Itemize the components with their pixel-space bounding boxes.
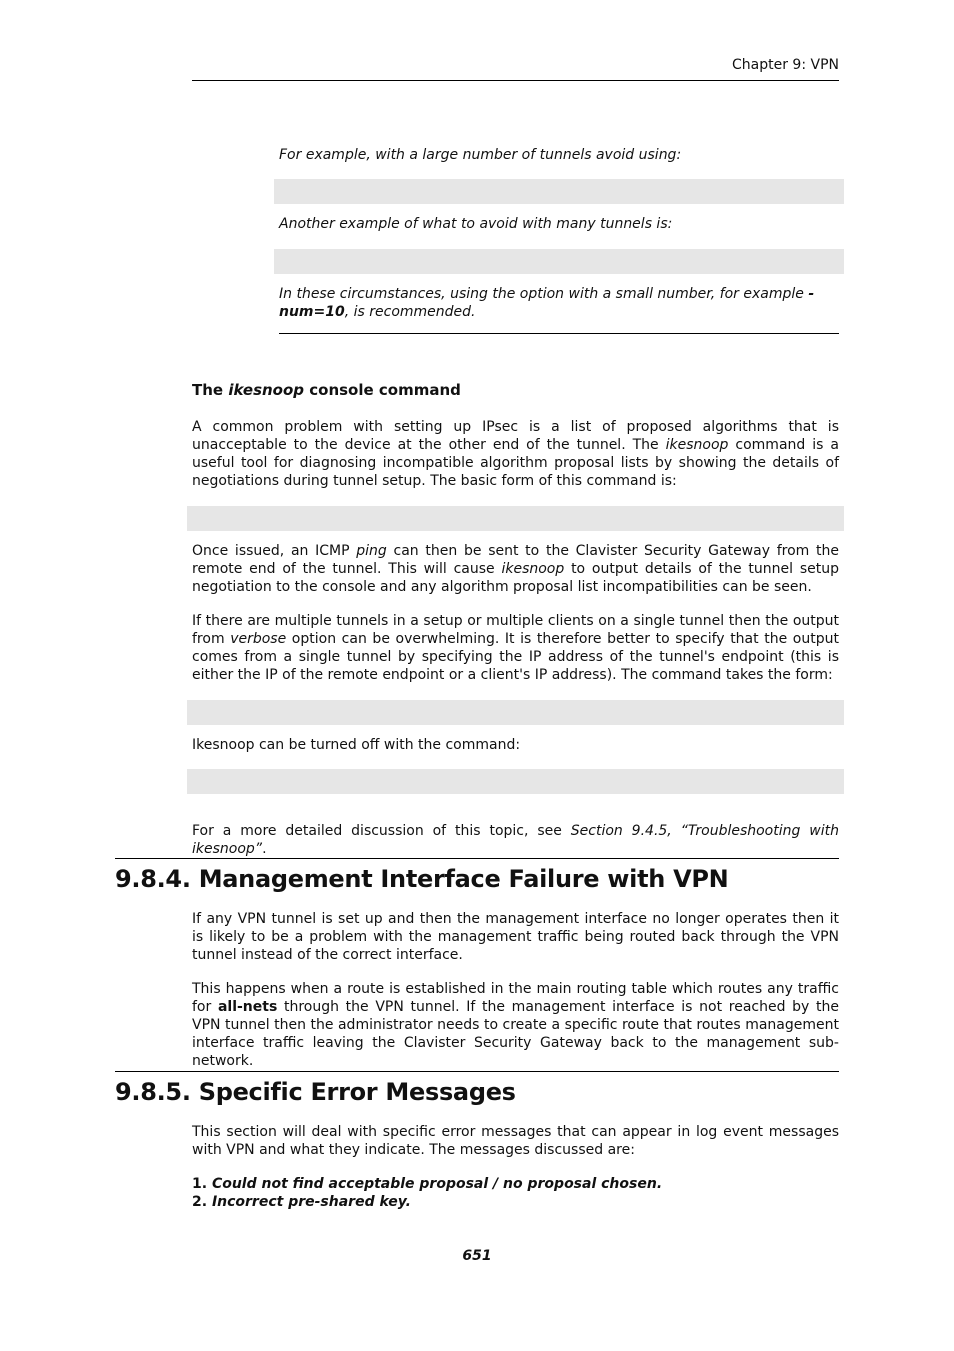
page-number: 651	[462, 1248, 492, 1264]
heading-text-end: console command	[304, 381, 461, 399]
section-heading-9-8-4: 9.8.4. Management Interface Failure with VPN	[115, 865, 729, 893]
header-rule	[192, 80, 839, 81]
note-rec-text: In these circumstances, using the option with a small number, for example	[279, 286, 809, 302]
paragraph-emphasis: ikesnoop	[501, 561, 565, 577]
section-rule	[115, 858, 839, 859]
list-number: 1.	[192, 1176, 212, 1192]
ikesnoop-paragraph-2	[192, 542, 839, 596]
paragraph-strong: all-nets	[217, 999, 278, 1015]
note-rule	[279, 333, 839, 334]
section-rule	[115, 1071, 839, 1072]
list-number: 2.	[192, 1194, 212, 1210]
note-rec-option: -num=10	[279, 286, 815, 320]
paragraph-text: .	[262, 841, 267, 857]
note-example-1: For example, with a large number of tunnels avoid using:	[279, 147, 682, 163]
paragraph-emphasis: ping	[356, 543, 387, 559]
section-heading-9-8-5: 9.8.5. Specific Error Messages	[115, 1078, 516, 1106]
ikesnoop-paragraph-4: Ikesnoop can be turned off with the command:	[192, 737, 521, 753]
ikesnoop-paragraph-3	[192, 612, 839, 684]
paragraph-text: through the VPN tunnel. If the management interface is not reached by the VPN tunnel then the administrator needs to create a specific route that routes management interface traffic leaving the Clavister Security Gateway back to the management sub-network.	[192, 999, 840, 1069]
ikesnoop-paragraph-5	[192, 822, 839, 858]
code-block	[274, 249, 844, 274]
paragraph-text: can then be sent to the Clavister Security Gateway from the remote end of the tunnel. This will cause	[192, 543, 839, 577]
note-example-2: Another example of what to avoid with many tunnels is:	[279, 216, 673, 232]
ikesnoop-paragraph-1	[192, 418, 839, 490]
cross-reference-link[interactable]: Section 9.4.5, “Troubleshooting with ikesnoop”	[192, 823, 839, 857]
code-block	[187, 700, 844, 725]
paragraph-text: option can be overwhelming. It is therefore better to specify that the output comes from a single tunnel by specifying the IP address of the tunnel's endpoint (this is either the IP of the remote endpoint or a client's IP address). The command takes the form:	[192, 631, 839, 683]
heading-text: The	[192, 381, 229, 399]
running-header: Chapter 9: VPN	[732, 57, 839, 73]
paragraph-text: command is a useful tool for diagnosing incompatible algorithm proposal lists by showing the details of negotiations during tunnel setup. The basic form of this command is:	[192, 437, 839, 489]
paragraph-text: Once issued, an ICMP	[192, 543, 357, 559]
paragraph-text: For a more detailed discussion of this topic, see	[192, 823, 571, 839]
section-984-paragraph-2	[192, 980, 839, 1070]
code-block	[274, 179, 844, 204]
paragraph-emphasis: ikesnoop	[665, 437, 729, 453]
list-item	[192, 1175, 662, 1193]
paragraph-emphasis: verbose	[230, 631, 287, 647]
error-message-text: Incorrect pre-shared key.	[211, 1194, 411, 1210]
code-block	[187, 769, 844, 794]
note-recommendation	[279, 285, 839, 321]
code-block	[187, 506, 844, 531]
section-984-paragraph-1: If any VPN tunnel is set up and then the management interface no longer operates then it is likely to be a problem with the management traffic being routed back through the VPN tunnel instead of the correct interface.	[192, 911, 839, 963]
error-message-list	[192, 1175, 662, 1211]
section-985-paragraph-1: This section will deal with specific error messages that can appear in log event messages with VPN and what they indicate. The messages discussed are:	[192, 1124, 839, 1158]
paragraph-text: This happens when a route is established in the main routing table which routes any traffic for	[192, 981, 839, 1015]
note-rec-text-end: , is recommended.	[344, 304, 476, 320]
ikesnoop-heading	[192, 381, 461, 399]
paragraph-text: If there are multiple tunnels in a setup or multiple clients on a single tunnel then the output from	[192, 613, 839, 647]
heading-command: ikesnoop	[228, 381, 305, 399]
list-item	[192, 1193, 662, 1211]
paragraph-text: A common problem with setting up IPsec is a list of proposed algorithms that is unacceptable to the device at the other end of the tunnel. The	[192, 419, 839, 453]
error-message-text: Could not find acceptable proposal / no proposal chosen.	[211, 1176, 663, 1192]
paragraph-text: to output details of the tunnel setup negotiation to the console and any algorithm proposal list incompatibilities can be seen.	[192, 561, 839, 595]
